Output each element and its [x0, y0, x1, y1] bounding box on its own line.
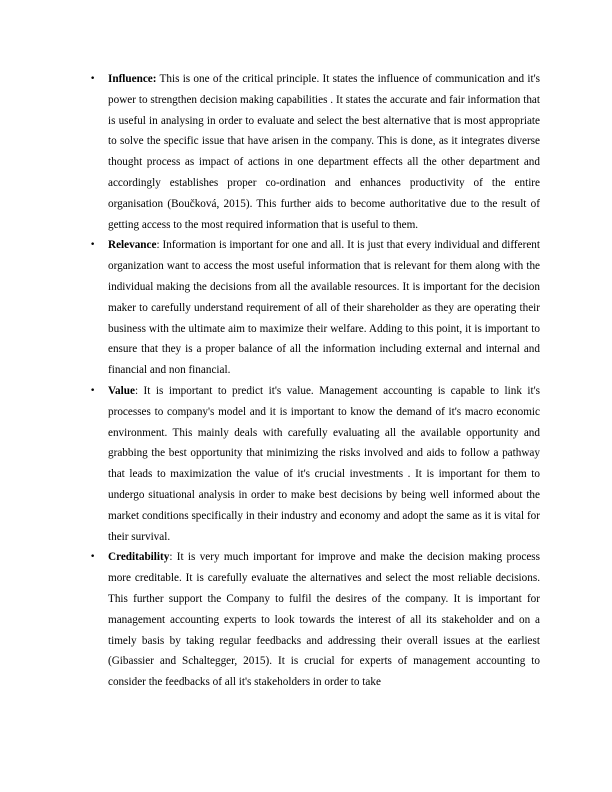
term-value: Value	[108, 384, 135, 397]
list-item-relevance	[90, 235, 540, 381]
bullet-icon: •	[90, 74, 96, 84]
term-creditability: Creditability	[108, 551, 170, 564]
paragraph-influence: This is one of the critical principle. It states the influence of communication and it's power to strengthen decision making capabilities . It states the accurate and fair information that is useful in analysing in order to evaluate and select the best alternative that is most appropriate to solve the specific issue that have arisen in the company. This is done, as it integrates diverse thought process as impact of actions in one department effects all the other department and accordingly establishes proper co-ordination and enhances productivity of the entire organisation (Boučková, 2015). This further aids to become authoritative due to the result of getting access to the most required information that is useful to them.	[108, 73, 540, 231]
bullet-icon: •	[90, 552, 96, 563]
principles-bullet-list	[90, 69, 540, 693]
term-influence: Influence:	[108, 73, 157, 85]
bullet-icon: •	[90, 385, 96, 396]
paragraph-value: : It is important to predict it's value. Management accounting is capable to link it's processes to company's model and it is important to know the demand of it's macro economic environment. This mainly deals with carefully evaluating all the available opportunity and grabbing the best opportunity that minimizing the risks involved and aids to follow a pathway that leads to maximization the value of it's crucial investments . It is important for them to undergo situational analysis in order to make best decisions by being well informed about the market conditions specifically in their industry and economy and adopt the same as it is vital for their survival.	[108, 384, 540, 543]
page-content	[90, 69, 540, 693]
list-item-value	[90, 381, 540, 547]
paragraph-creditability: : It is very much important for improve and make the decision making process more creditable. It is carefully evaluate the alternatives and select the most reliable decisions. This further support the Company to fulfil the desires of the company. It is important for management accounting experts to look towards the interest of all its stakeholder and on a timely basis by taking regular feedbacks and addressing their overall issues at the earliest (Gibassier and Schaltegger, 2015). It is crucial for experts of management accounting to consider the feedbacks of all it's stakeholders in order to take	[108, 551, 540, 689]
list-item-creditability	[90, 547, 540, 693]
paragraph-relevance: : Information is important for one and all. It is just that every individual and different organization want to access the most useful information that is relevant for them along with the individual making the decisions from all the available resources. It is important for the decision maker to carefully understand requirement of all of their shareholder as they are operating their business with the ultimate aim to maximize their welfare. Adding to this point, it is important to ensure that they is a proper balance of all the information including external and internal and financial and non financial.	[108, 239, 540, 377]
bullet-icon: •	[90, 240, 96, 251]
list-item-influence	[90, 69, 540, 235]
term-relevance: Relevance	[108, 239, 157, 252]
